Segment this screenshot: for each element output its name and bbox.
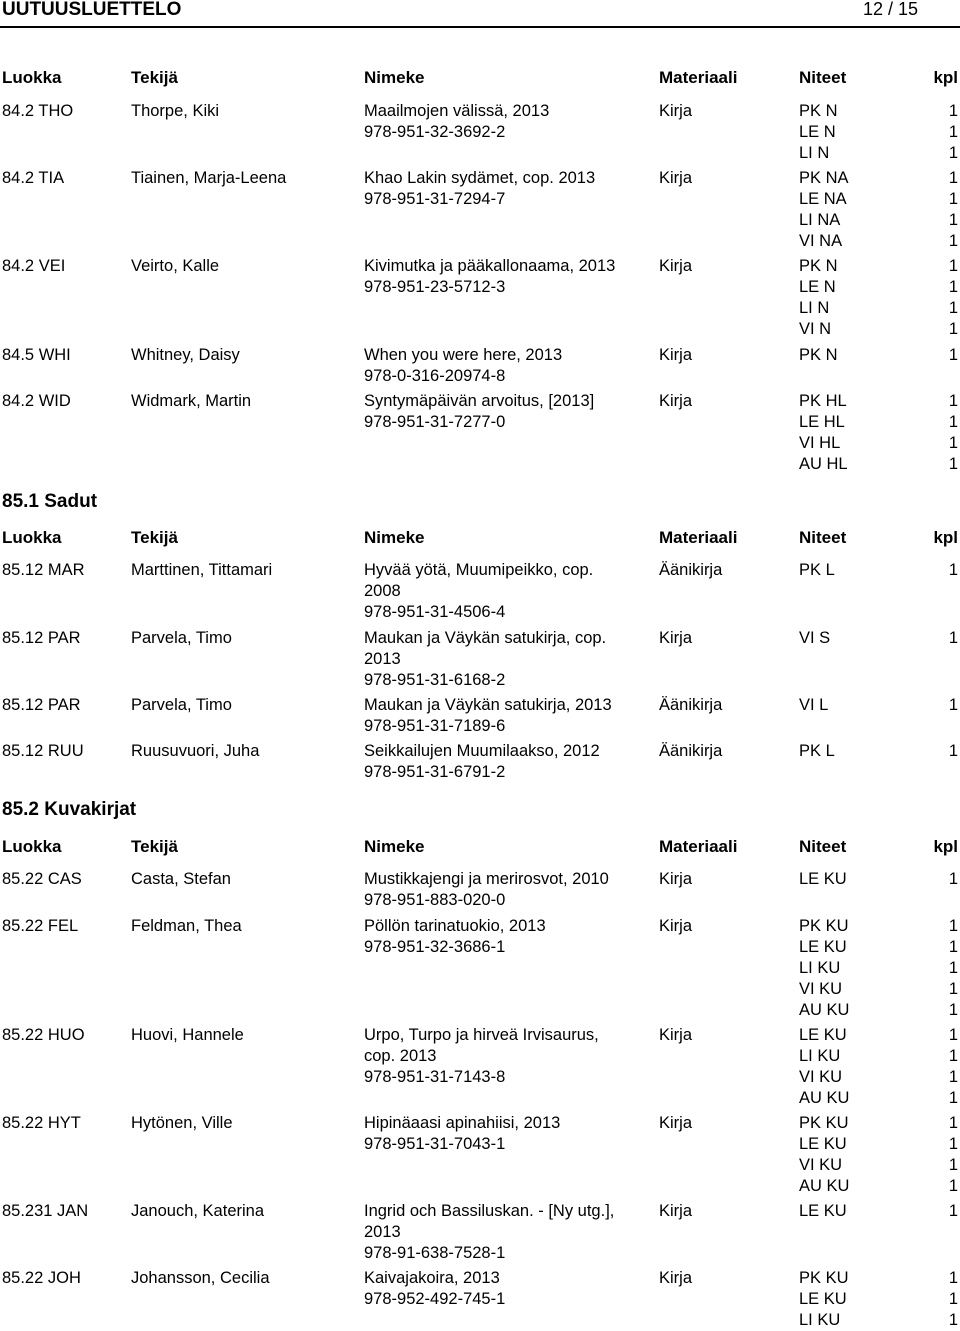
cell-niteet: LE KU <box>799 1026 847 1044</box>
cell-luokka: 85.22 FEL <box>2 917 79 935</box>
cell-niteet: LI N <box>799 299 830 317</box>
cell-materiaali: Kirja <box>659 169 693 187</box>
cell-nimeke: Seikkailujen Muumilaakso, 2012 <box>364 742 600 760</box>
cell-tekija: Johansson, Cecilia <box>131 1269 270 1287</box>
cell-nimeke: Hipinäaasi apinahiisi, 2013 <box>364 1114 561 1132</box>
cell-nimeke: Khao Lakin sydämet, cop. 2013 <box>364 169 596 187</box>
cell-niteet: LE KU <box>799 938 847 956</box>
cell-niteet: PK KU <box>799 917 849 935</box>
cell-kpl: 1 <box>948 870 958 888</box>
cell-kpl: 1 <box>948 959 958 977</box>
cell-niteet: VI KU <box>799 1068 843 1086</box>
cell-niteet: VI KU <box>799 1156 843 1174</box>
column-header: kpl <box>933 68 958 87</box>
cell-niteet: LE KU <box>799 1135 847 1153</box>
cell-kpl: 1 <box>948 278 958 296</box>
cell-niteet: AU KU <box>799 1177 850 1195</box>
column-header: kpl <box>933 837 958 856</box>
cell-niteet: PK KU <box>799 1114 849 1132</box>
column-header: Materiaali <box>659 837 738 856</box>
cell-kpl: 1 <box>948 917 958 935</box>
section-title: 85.2 Kuvakirjat <box>2 799 137 820</box>
cell-materiaali: Kirja <box>659 917 693 935</box>
cell-niteet: LI KU <box>799 959 841 977</box>
column-header: Niteet <box>799 528 847 547</box>
cell-kpl: 1 <box>948 346 958 364</box>
cell-luokka: 85.22 JOH <box>2 1269 81 1287</box>
cell-niteet: LI N <box>799 144 830 162</box>
page-number: 12 / 15 <box>862 0 918 19</box>
cell-nimeke: Kivimutka ja pääkallonaama, 2013 <box>364 257 616 275</box>
cell-nimeke: Pöllön tarinatuokio, 2013 <box>364 917 546 935</box>
cell-tekija: Parvela, Timo <box>131 696 232 714</box>
cell-materiaali: Kirja <box>659 629 693 647</box>
cell-niteet: PK N <box>799 346 838 364</box>
column-header: Tekijä <box>131 528 178 547</box>
cell-nimeke: 978-951-32-3686-1 <box>364 938 506 956</box>
cell-kpl: 1 <box>948 455 958 473</box>
cell-niteet: LE KU <box>799 870 847 888</box>
cell-niteet: LE N <box>799 278 836 296</box>
cell-kpl: 1 <box>948 1269 958 1287</box>
cell-tekija: Widmark, Martin <box>131 392 252 410</box>
cell-nimeke: Hyvää yötä, Muumipeikko, cop. <box>364 561 594 579</box>
cell-niteet: AU KU <box>799 1001 850 1019</box>
cell-kpl: 1 <box>948 102 958 120</box>
cell-niteet: AU HL <box>799 455 848 473</box>
cell-nimeke: 978-951-31-7043-1 <box>364 1135 506 1153</box>
column-header: Luokka <box>2 528 62 547</box>
cell-luokka: 85.22 HUO <box>2 1026 85 1044</box>
column-header: Nimeke <box>364 68 425 87</box>
cell-nimeke: 978-951-23-5712-3 <box>364 278 506 296</box>
cell-tekija: Hytönen, Ville <box>131 1114 233 1132</box>
cell-kpl: 1 <box>948 629 958 647</box>
cell-materiaali: Äänikirja <box>659 742 723 760</box>
cell-kpl: 1 <box>948 696 958 714</box>
cell-niteet: VI L <box>799 696 829 714</box>
cell-kpl: 1 <box>948 561 958 579</box>
column-header: Materiaali <box>659 68 738 87</box>
cell-luokka: 85.22 HYT <box>2 1114 81 1132</box>
cell-nimeke: 978-951-31-6168-2 <box>364 671 506 689</box>
column-header: Tekijä <box>131 68 178 87</box>
cell-kpl: 1 <box>948 169 958 187</box>
cell-niteet: VI S <box>799 629 831 647</box>
cell-luokka: 84.2 VEI <box>2 257 66 275</box>
cell-kpl: 1 <box>948 1001 958 1019</box>
cell-nimeke: Ingrid och Bassiluskan. - [Ny utg.], <box>364 1202 615 1220</box>
cell-nimeke: Maailmojen välissä, 2013 <box>364 102 550 120</box>
cell-luokka: 85.231 JAN <box>2 1202 89 1220</box>
cell-nimeke: 978-951-31-6791-2 <box>364 763 506 781</box>
page-header <box>0 0 960 22</box>
cell-luokka: 84.5 WHI <box>2 346 71 364</box>
cell-nimeke: Maukan ja Väykän satukirja, 2013 <box>364 696 612 714</box>
cell-tekija: Marttinen, Tittamari <box>131 561 273 579</box>
cell-nimeke: 978-951-31-7189-6 <box>364 717 506 735</box>
cell-materiaali: Kirja <box>659 1114 693 1132</box>
cell-niteet: LI KU <box>799 1311 841 1329</box>
cell-kpl: 1 <box>948 938 958 956</box>
cell-niteet: LE KU <box>799 1290 847 1308</box>
section-title: 85.1 Sadut <box>2 491 98 512</box>
cell-niteet: VI N <box>799 320 832 338</box>
cell-materiaali: Kirja <box>659 1269 693 1287</box>
cell-nimeke: 978-0-316-20974-8 <box>364 367 506 385</box>
cell-materiaali: Kirja <box>659 1202 693 1220</box>
cell-materiaali: Kirja <box>659 870 693 888</box>
cell-tekija: Parvela, Timo <box>131 629 232 647</box>
cell-kpl: 1 <box>948 392 958 410</box>
cell-luokka: 85.12 PAR <box>2 696 81 714</box>
cell-nimeke: 978-951-883-020-0 <box>364 891 506 909</box>
cell-materiaali: Kirja <box>659 1026 693 1044</box>
cell-kpl: 1 <box>948 1290 958 1308</box>
cell-nimeke: Maukan ja Väykän satukirja, cop. <box>364 629 607 647</box>
cell-tekija: Huovi, Hannele <box>131 1026 244 1044</box>
cell-kpl: 1 <box>948 980 958 998</box>
cell-nimeke: Kaivajakoira, 2013 <box>364 1269 500 1287</box>
cell-kpl: 1 <box>948 232 958 250</box>
header-rule <box>0 26 960 28</box>
column-header: Nimeke <box>364 528 425 547</box>
cell-nimeke: 978-91-638-7528-1 <box>364 1244 506 1262</box>
cell-luokka: 84.2 WID <box>2 392 71 410</box>
cell-niteet: LE HL <box>799 413 845 431</box>
cell-kpl: 1 <box>948 1156 958 1174</box>
cell-niteet: PK HL <box>799 392 847 410</box>
cell-materiaali: Äänikirja <box>659 561 723 579</box>
cell-kpl: 1 <box>948 1068 958 1086</box>
column-header: kpl <box>933 528 958 547</box>
cell-kpl: 1 <box>948 144 958 162</box>
page-title: UUTUUSLUETTELO <box>2 0 182 20</box>
cell-niteet: PK L <box>799 742 835 760</box>
column-header: Luokka <box>2 837 62 856</box>
cell-niteet: PK KU <box>799 1269 849 1287</box>
cell-niteet: PK L <box>799 561 835 579</box>
column-header: Nimeke <box>364 837 425 856</box>
column-header: Tekijä <box>131 837 178 856</box>
cell-kpl: 1 <box>948 1047 958 1065</box>
cell-nimeke: 978-952-492-745-1 <box>364 1290 506 1308</box>
column-header: Luokka <box>2 68 62 87</box>
cell-niteet: AU KU <box>799 1089 850 1107</box>
cell-luokka: 85.12 MAR <box>2 561 85 579</box>
cell-niteet: LE KU <box>799 1202 847 1220</box>
cell-tekija: Feldman, Thea <box>131 917 242 935</box>
cell-tekija: Veirto, Kalle <box>131 257 220 275</box>
cell-materiaali: Äänikirja <box>659 696 723 714</box>
cell-tekija: Thorpe, Kiki <box>131 102 220 120</box>
cell-tekija: Janouch, Katerina <box>131 1202 265 1220</box>
cell-nimeke: 978-951-31-7294-7 <box>364 190 506 208</box>
cell-nimeke: 2013 <box>364 1223 401 1241</box>
cell-kpl: 1 <box>948 257 958 275</box>
cell-kpl: 1 <box>948 1114 958 1132</box>
cell-materiaali: Kirja <box>659 346 693 364</box>
cell-luokka: 85.22 CAS <box>2 870 82 888</box>
cell-kpl: 1 <box>948 1135 958 1153</box>
cell-tekija: Tiainen, Marja-Leena <box>131 169 287 187</box>
cell-kpl: 1 <box>948 1089 958 1107</box>
cell-kpl: 1 <box>948 123 958 141</box>
cell-kpl: 1 <box>948 211 958 229</box>
cell-kpl: 1 <box>948 299 958 317</box>
cell-nimeke: 2008 <box>364 582 401 600</box>
cell-tekija: Whitney, Daisy <box>131 346 240 364</box>
cell-niteet: VI NA <box>799 232 843 250</box>
cell-materiaali: Kirja <box>659 392 693 410</box>
cell-kpl: 1 <box>948 1177 958 1195</box>
cell-nimeke: Urpo, Turpo ja hirveä Irvisaurus, <box>364 1026 599 1044</box>
cell-nimeke: 978-951-31-7143-8 <box>364 1068 506 1086</box>
cell-kpl: 1 <box>948 1202 958 1220</box>
cell-materiaali: Kirja <box>659 102 693 120</box>
cell-kpl: 1 <box>948 320 958 338</box>
cell-nimeke: 978-951-31-7277-0 <box>364 413 506 431</box>
cell-niteet: LE NA <box>799 190 847 208</box>
cell-niteet: LI NA <box>799 211 841 229</box>
cell-nimeke: When you were here, 2013 <box>364 346 563 364</box>
cell-materiaali: Kirja <box>659 257 693 275</box>
cell-nimeke: 2013 <box>364 650 401 668</box>
cell-nimeke: 978-951-31-4506-4 <box>364 603 506 621</box>
cell-niteet: PK NA <box>799 169 849 187</box>
cell-tekija: Casta, Stefan <box>131 870 231 888</box>
cell-luokka: 85.12 PAR <box>2 629 81 647</box>
column-header: Materiaali <box>659 528 738 547</box>
column-header: Niteet <box>799 837 847 856</box>
cell-nimeke: Mustikkajengi ja merirosvot, 2010 <box>364 870 609 888</box>
cell-niteet: PK N <box>799 102 838 120</box>
cell-kpl: 1 <box>948 1026 958 1044</box>
cell-niteet: PK N <box>799 257 838 275</box>
cell-luokka: 85.12 RUU <box>2 742 84 760</box>
cell-kpl: 1 <box>948 434 958 452</box>
cell-nimeke: 978-951-32-3692-2 <box>364 123 506 141</box>
cell-kpl: 1 <box>948 1311 958 1329</box>
cell-luokka: 84.2 TIA <box>2 169 65 187</box>
cell-kpl: 1 <box>948 190 958 208</box>
cell-niteet: LE N <box>799 123 836 141</box>
cell-niteet: VI HL <box>799 434 841 452</box>
cell-kpl: 1 <box>948 742 958 760</box>
cell-tekija: Ruusuvuori, Juha <box>131 742 260 760</box>
cell-niteet: LI KU <box>799 1047 841 1065</box>
cell-nimeke: cop. 2013 <box>364 1047 437 1065</box>
cell-niteet: VI KU <box>799 980 843 998</box>
cell-luokka: 84.2 THO <box>2 102 74 120</box>
cell-kpl: 1 <box>948 413 958 431</box>
cell-nimeke: Syntymäpäivän arvoitus, [2013] <box>364 392 595 410</box>
column-header: Niteet <box>799 68 847 87</box>
